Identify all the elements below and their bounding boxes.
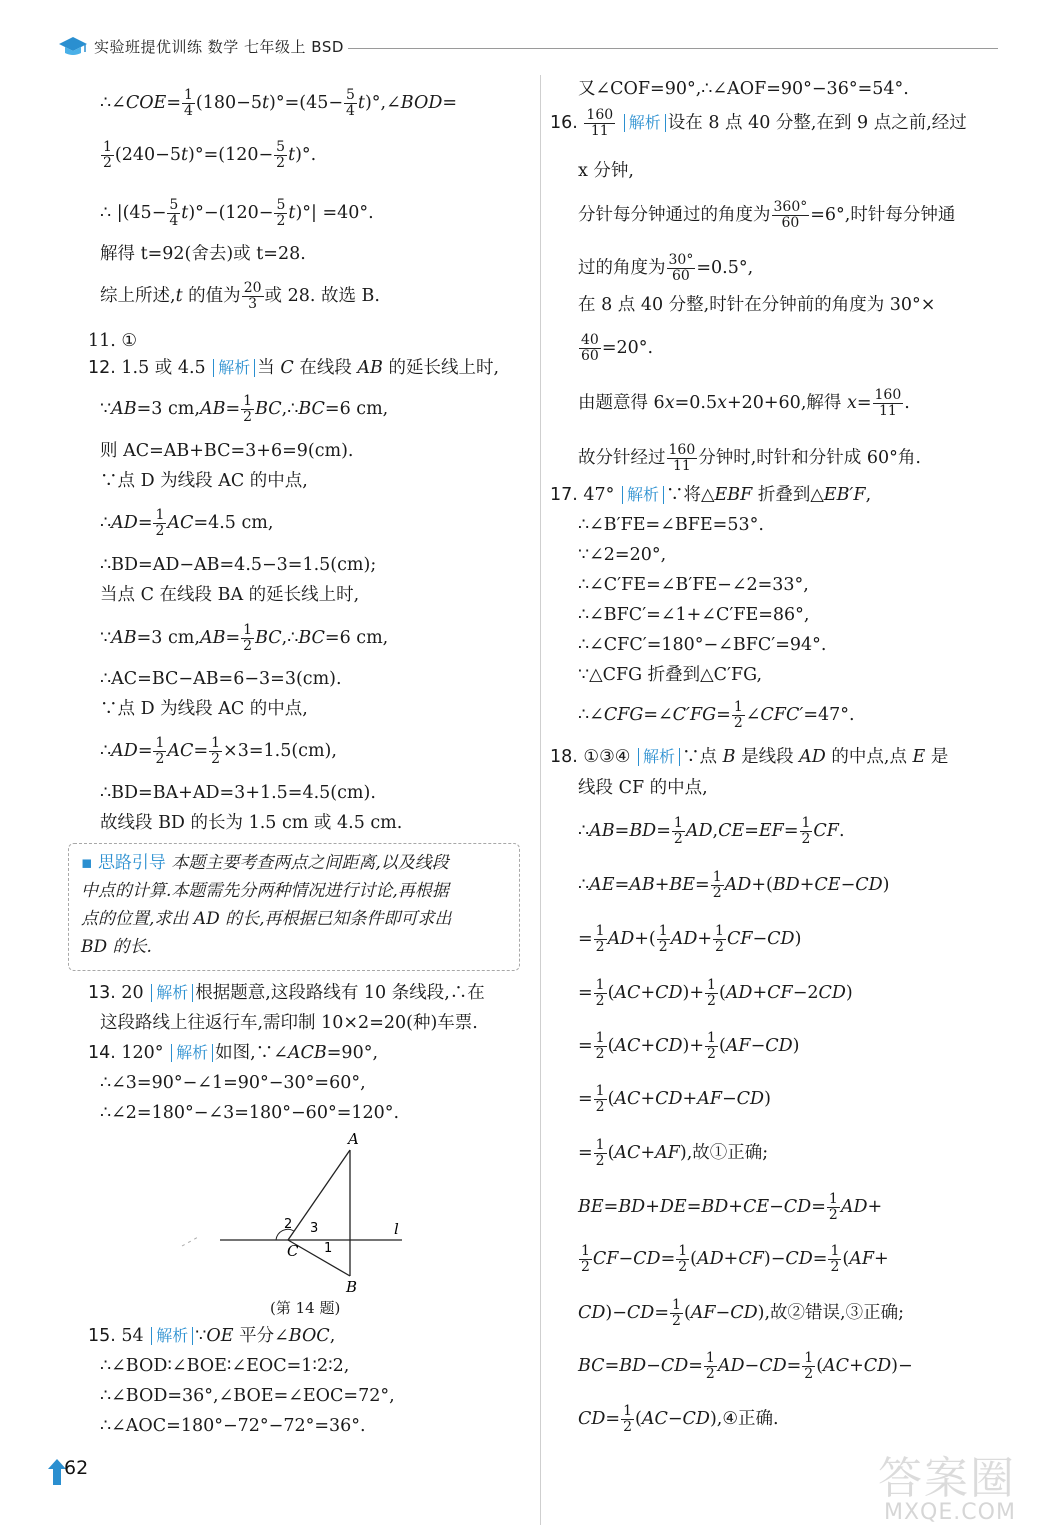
text-line: CD)−CD= $\frac{1}{2}$ (AF−CD),故②错误,③正确; bbox=[578, 1297, 904, 1329]
text-line: 综上所述,t 的值为 $\frac{20}{3}$ 或 28. 故选 B. bbox=[100, 280, 380, 312]
figure-label-b: B bbox=[346, 1278, 358, 1296]
page-number: 62 bbox=[48, 1455, 98, 1485]
text-line: ∴∠B′FE=∠BFE=53°. bbox=[578, 515, 764, 535]
text-line: ∴BD=BA+AD=3+1.5=4.5(cm). bbox=[100, 783, 376, 803]
text-line: 过的角度为 $\frac{30^\circ}{60}$ =0.5°, bbox=[578, 252, 754, 284]
text-line: ∴AC=BC−AB=6−3=3(cm). bbox=[100, 669, 342, 689]
figure-label-a: A bbox=[348, 1130, 359, 1148]
text-line: ∵AB=3 cm,AB= $\frac{1}{2}$ BC,∴BC=6 cm, bbox=[100, 622, 389, 654]
text-line: ∴∠2=180°−∠3=180°−60°=120°. bbox=[100, 1103, 400, 1123]
text-line: = $\frac{1}{2}$ (AC+CD)+ $\frac{1}{2}$ (AD+CF−2CD) bbox=[578, 977, 853, 1009]
text-line: ∴∠CFC′=180°−∠BFC′=94°. bbox=[578, 635, 827, 655]
hint-line: 中点的计算.本题需先分两种情况进行讨论,再根据 bbox=[81, 881, 449, 901]
figure-14 bbox=[170, 1128, 420, 1298]
hint-line: BD 的长. bbox=[81, 937, 152, 957]
header-rule bbox=[348, 48, 998, 49]
text-line: 线段 CF 的中点, bbox=[578, 778, 708, 798]
text-line: 故分针经过 $\frac{160}{11}$ 分钟时,时针和分针成 60°角. bbox=[578, 442, 921, 474]
text-line: CD= $\frac{1}{2}$ (AC−CD),④正确. bbox=[578, 1403, 779, 1435]
text-line: $\frac{1}{2}$ CF−CD= $\frac{1}{2}$ (AD+CF)−CD= $\frac{1}{2}$ (AF+ bbox=[581, 1243, 889, 1275]
text-line: ∴ |(45− $\frac{5}{4}$ t)°−(120− $\frac{5}{2}$ t)°| =40°. bbox=[100, 197, 374, 229]
text-line: 解得 t=92(舍去)或 t=28. bbox=[100, 244, 306, 264]
text-line: ∴AD= $\frac{1}{2}$ AC= $\frac{1}{2}$ ×3=1.5(cm), bbox=[100, 735, 337, 767]
text-line: ∴∠COE= $\frac{1}{4}$ (180−5t)°=(45− $\frac{5}{4}$ t)°,∠BOD= bbox=[100, 87, 458, 119]
text-line: ∴∠BOD=36°,∠BOE=∠EOC=72°, bbox=[100, 1386, 395, 1406]
figure-caption: (第 14 题) bbox=[270, 1299, 341, 1317]
answer-18: 18. ①③④ 解析 ∵点 B 是线段 AD 的中点,点 E 是 bbox=[550, 747, 949, 767]
text-line: = $\frac{1}{2}$ AD+( $\frac{1}{2}$ AD+ $\frac{1}{2}$ CF−CD) bbox=[578, 923, 802, 955]
text-line: $\frac{1}{2}$ (240−5t)°=(120− $\frac{5}{2}$ t)°. bbox=[103, 139, 317, 171]
text-line: 又∠COF=90°,∴∠AOF=90°−36°=54°. bbox=[578, 79, 909, 99]
text-line: ∴AE=AB+BE= $\frac{1}{2}$ AD+(BD+CE−CD) bbox=[578, 869, 890, 901]
answer-17: 17. 47° 解析 ∵将△EBF 折叠到△EB′F, bbox=[550, 485, 872, 505]
answer-14: 14. 120° 解析 如图,∵∠ACB=90°, bbox=[88, 1043, 379, 1063]
text-line: ∵AB=3 cm,AB= $\frac{1}{2}$ BC,∴BC=6 cm, bbox=[100, 393, 389, 425]
answer-15: 15. 54 解析 ∵OE 平分∠BOC, bbox=[88, 1326, 336, 1346]
answer-11: 11. ① bbox=[88, 331, 138, 351]
hint-line: ▪ 思路引导 本题主要考查两点之间距离,以及线段 bbox=[81, 853, 449, 873]
text-line: ∴AB=BD= $\frac{1}{2}$ AD,CE=EF= $\frac{1}{2}$ CF. bbox=[578, 815, 845, 847]
text-line: x 分钟, bbox=[578, 161, 634, 181]
text-line: 分针每分钟通过的角度为 $\frac{360^\circ}{60}$ =6°,时针每分钟通 bbox=[578, 199, 956, 231]
text-line: ∵∠2=20°, bbox=[578, 545, 667, 565]
text-line: = $\frac{1}{2}$ (AC+CD+AF−CD) bbox=[578, 1083, 771, 1115]
text-line: 则 AC=AB+BC=3+6=9(cm). bbox=[100, 441, 354, 461]
figure-label-1: 1 bbox=[324, 1241, 333, 1256]
text-line: ∴∠BFC′=∠1+∠C′FE=86°, bbox=[578, 605, 810, 625]
text-line: 当点 C 在线段 BA 的延长线上时, bbox=[100, 585, 360, 605]
text-line: BC=BD−CD= $\frac{1}{2}$ AD−CD= $\frac{1}{2}$ (AC+CD)− bbox=[578, 1350, 913, 1382]
text-line: 由题意得 6x=0.5x+20+60,解得 x= $\frac{160}{11}$ . bbox=[578, 387, 910, 419]
text-line: ∵点 D 为线段 AC 的中点, bbox=[100, 471, 308, 491]
hint-line: 点的位置,求出 AD 的长,再根据已知条件即可求出 bbox=[81, 909, 452, 929]
text-line: ∴BD=AD−AB=4.5−3=1.5(cm); bbox=[100, 555, 377, 575]
answer-13: 13. 20 解析 根据题意,这段路线有 10 条线段,∴在 bbox=[88, 983, 485, 1003]
page-header bbox=[58, 28, 998, 68]
text-line: ∴∠C′FE=∠B′FE−∠2=33°, bbox=[578, 575, 809, 595]
figure-label-2: 2 bbox=[284, 1217, 293, 1232]
text-line: BE=BD+DE=BD+CE−CD= $\frac{1}{2}$ AD+ bbox=[578, 1191, 883, 1223]
text-line: = $\frac{1}{2}$ (AC+CD)+ $\frac{1}{2}$ (AF−CD) bbox=[578, 1030, 800, 1062]
graduation-cap-icon bbox=[58, 34, 88, 58]
text-line: ∵△CFG 折叠到△C′FG, bbox=[578, 665, 763, 685]
text-line: ∴∠BOD∶∠BOE∶∠EOC=1∶2∶2, bbox=[100, 1356, 350, 1376]
text-line: 故线段 BD 的长为 1.5 cm 或 4.5 cm. bbox=[100, 813, 403, 833]
text-line: ∴∠CFG=∠C′FG= $\frac{1}{2}$ ∠CFC′=47°. bbox=[578, 699, 855, 731]
text-line: ∴∠AOC=180°−72°−72°=36°. bbox=[100, 1416, 366, 1436]
figure-label-c: C bbox=[287, 1242, 299, 1260]
text-line: 这段路线上往返行车,需印制 10×2=20(种)车票. bbox=[100, 1013, 478, 1033]
figure-label-3: 3 bbox=[310, 1221, 319, 1236]
answer-16: 16. $\frac{160}{11}$ 解析 设在 8 点 40 分整,在到 9 点之前,经过 bbox=[550, 107, 967, 139]
watermark: 答案圈 MXQE.COM bbox=[878, 1453, 1016, 1525]
text-line: $\frac{40}{60}$ =20°. bbox=[581, 332, 654, 364]
text-line: 在 8 点 40 分整,时针在分钟前的角度为 30°× bbox=[578, 295, 936, 315]
figure-label-l: l bbox=[394, 1220, 399, 1238]
text-line: ∵点 D 为线段 AC 的中点, bbox=[100, 699, 308, 719]
header-title: 实验班提优训练 数学 七年级上 BSD bbox=[94, 38, 344, 56]
text-line: ∴∠3=90°−∠1=90°−30°=60°, bbox=[100, 1073, 366, 1093]
hint-box bbox=[68, 843, 520, 971]
text-line: ∴AD= $\frac{1}{2}$ AC=4.5 cm, bbox=[100, 507, 274, 539]
answer-12: 12. 1.5 或 4.5 解析 当 C 在线段 AB 的延长线上时, bbox=[88, 358, 500, 378]
text-line: = $\frac{1}{2}$ (AC+AF),故①正确; bbox=[578, 1137, 769, 1169]
column-divider bbox=[540, 75, 541, 1525]
